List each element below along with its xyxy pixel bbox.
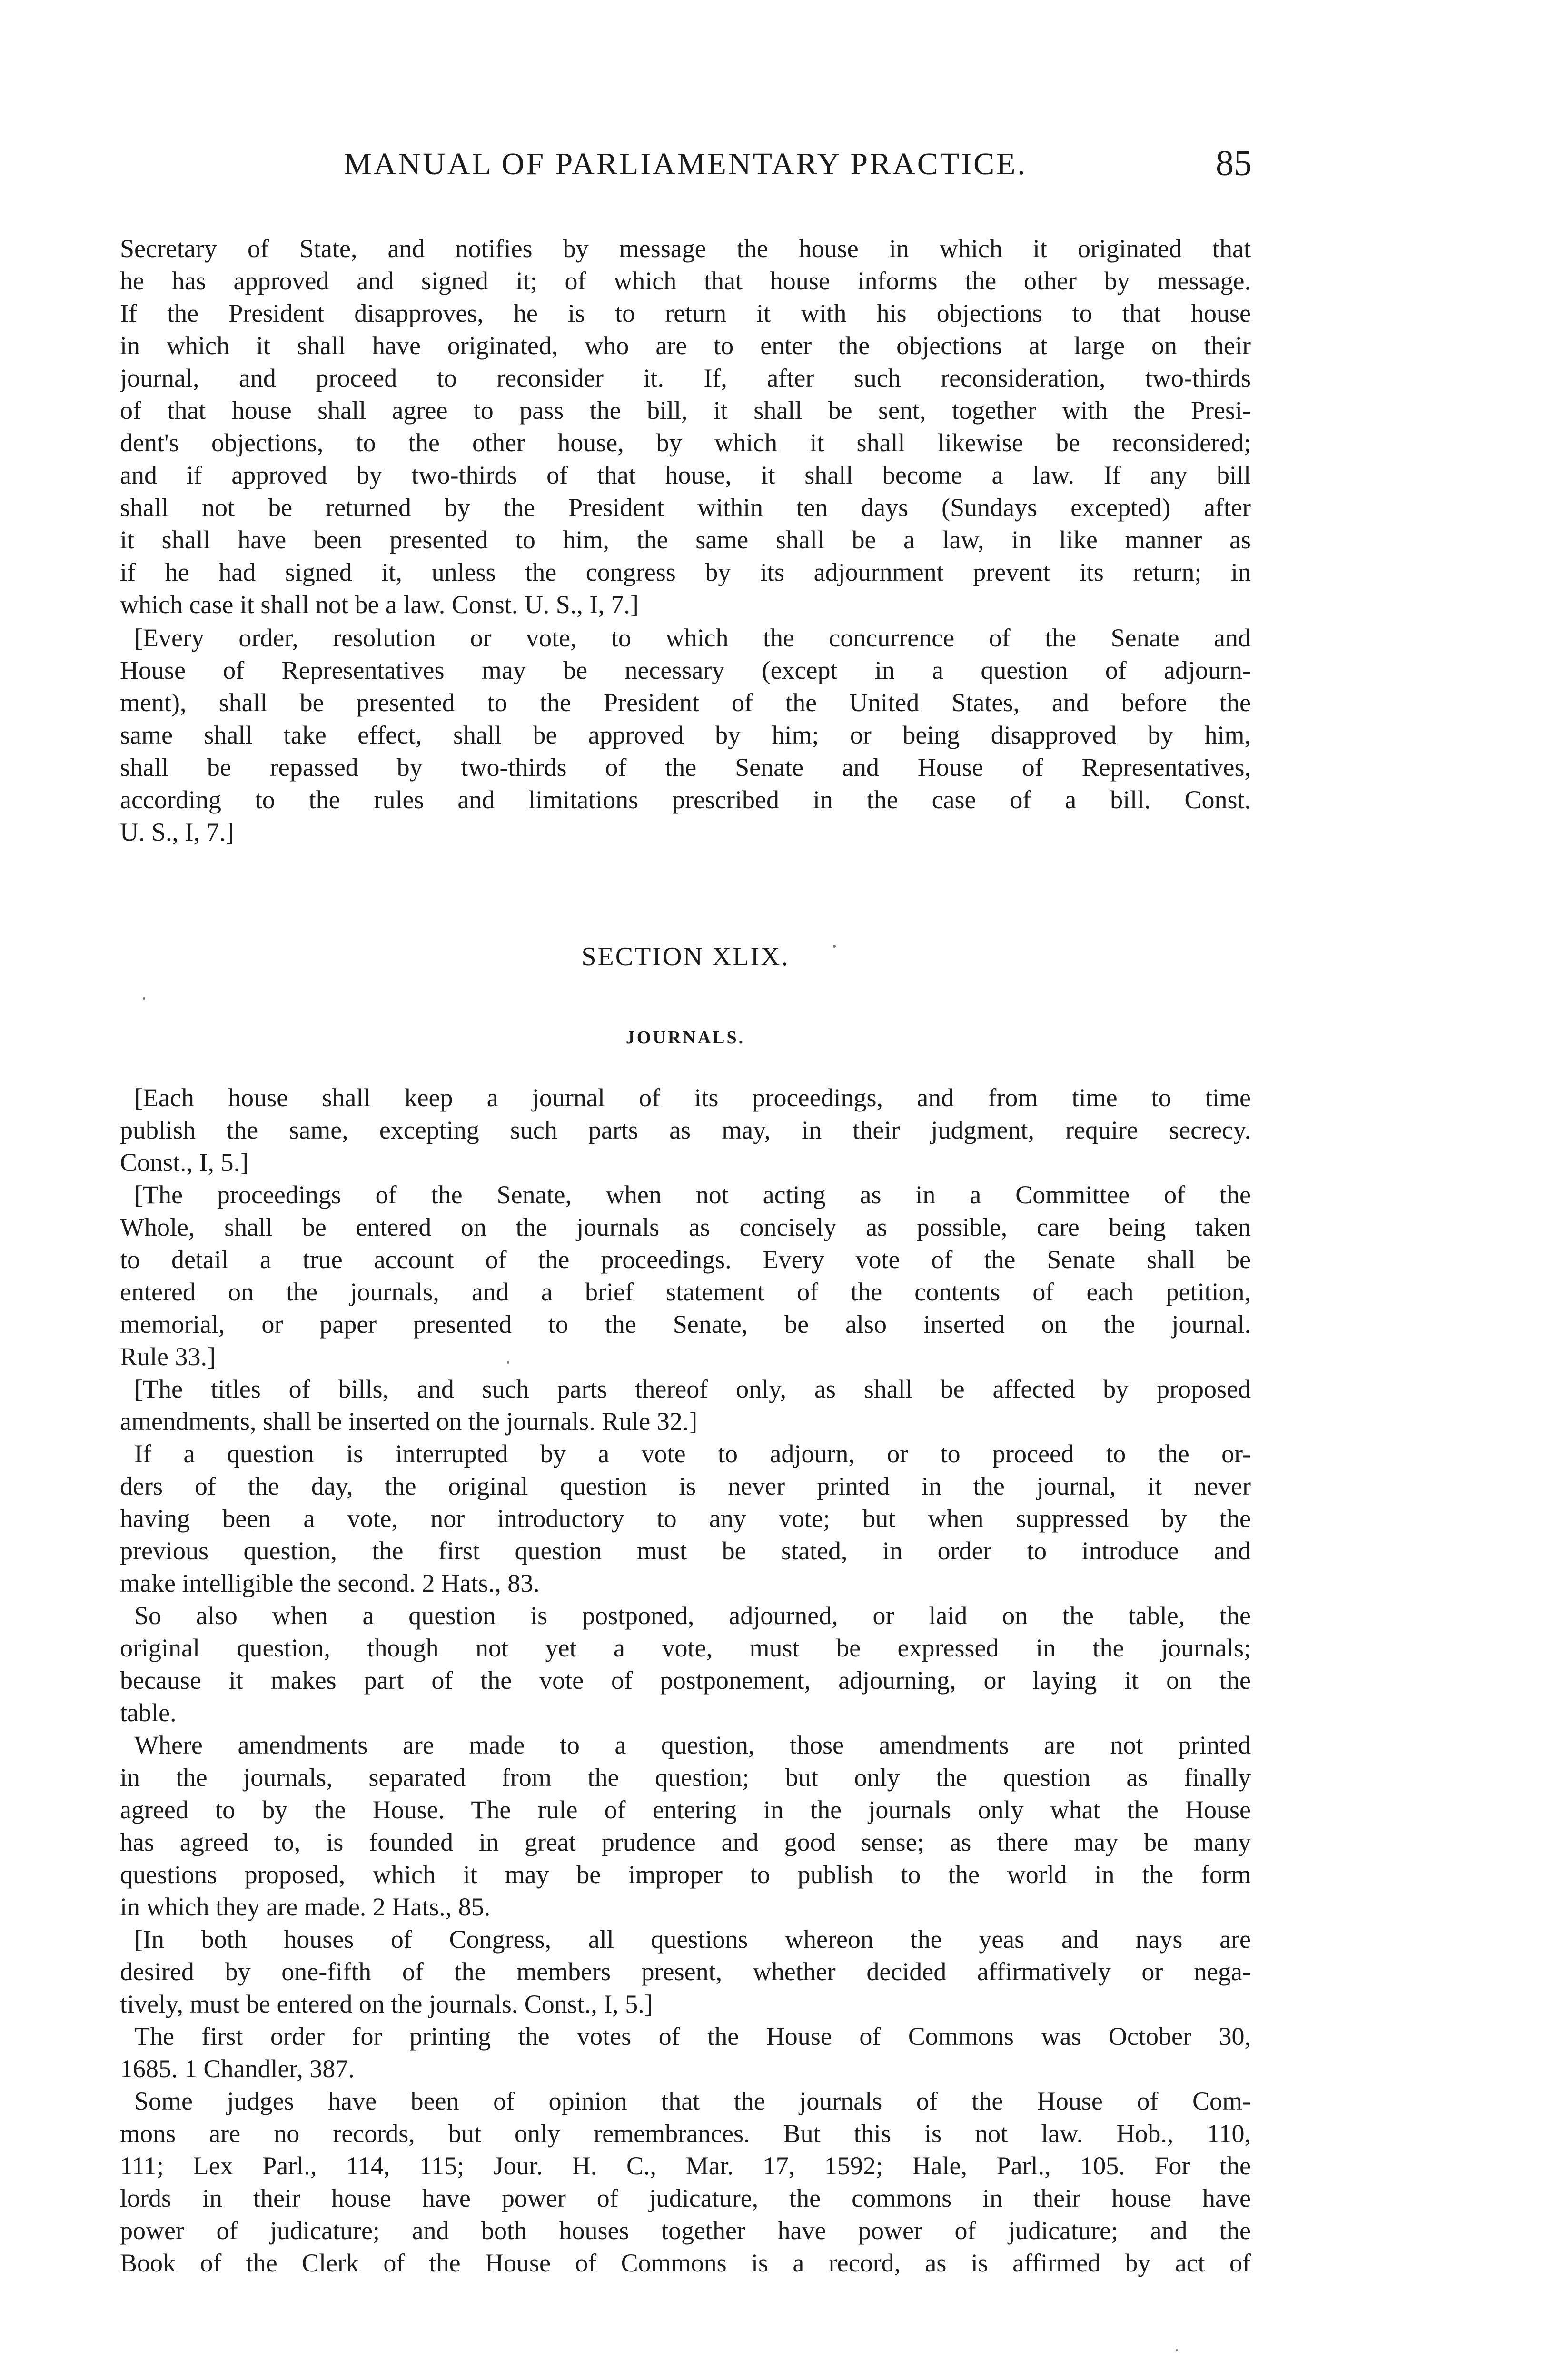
text-line: same shall take effect, shall be approved by him; or being disapproved by him, xyxy=(120,721,1251,749)
running-title: MANUAL OF PARLIAMENTARY PRACTICE. xyxy=(344,147,1027,181)
text-line: journal, and proceed to reconsider it. If, after such reconsideration, two-thirds xyxy=(120,364,1251,392)
print-speck xyxy=(1176,2349,1178,2351)
text-line: dent's objections, to the other house, by which it shall likewise be reconsidered; xyxy=(120,428,1251,457)
section-subheading: JOURNALS. xyxy=(625,1028,745,1048)
text-line: ment), shall be presented to the President of the United States, and before the xyxy=(120,688,1251,717)
text-line: Some judges have been of opinion that the journals of the House of Com- xyxy=(134,2087,1251,2115)
text-line: it shall have been presented to him, the same shall be a law, in like manner as xyxy=(120,526,1251,554)
text-line: in the journals, separated from the question; but only the question as finally xyxy=(120,1763,1251,1792)
text-line: mons are no records, but only remembrances. But this is not law. Hob., 110, xyxy=(120,2119,1251,2148)
print-speck xyxy=(833,945,836,948)
continued-paragraph xyxy=(120,232,1251,621)
text-line: 1685. 1 Chandler, 387. xyxy=(120,2054,355,2083)
text-line: entered on the journals, and a brief statement of the contents of each petition, xyxy=(120,1278,1251,1306)
text-line: If a question is interrupted by a vote to adjourn, or to proceed to the or- xyxy=(134,1439,1251,1468)
text-line: original question, though not yet a vote, must be expressed in the journals; xyxy=(120,1634,1251,1662)
text-line: House of Representatives may be necessary (except in a question of adjourn- xyxy=(120,656,1251,684)
text-line: Secretary of State, and notifies by message the house in which it originated that xyxy=(120,234,1251,263)
text-line: [In both houses of Congress, all questions whereon the yeas and nays are xyxy=(134,1925,1251,1954)
text-line: table. xyxy=(120,1698,177,1727)
text-line: [Each house shall keep a journal of its proceedings, and from time to time xyxy=(134,1083,1251,1112)
text-line: memorial, or paper presented to the Senate, be also inserted on the journal. xyxy=(120,1310,1251,1339)
text-line: and if approved by two-thirds of that house, it shall become a law. If any bill xyxy=(120,461,1251,489)
text-line: Whole, shall be entered on the journals as concisely as possible, care being taken xyxy=(120,1213,1251,1241)
journals-section-body xyxy=(120,1081,1251,2279)
text-line: tively, must be entered on the journals. Const., I, 5.] xyxy=(120,1990,653,2018)
text-line: So also when a question is postponed, adjourned, or laid on the table, the xyxy=(134,1601,1251,1630)
text-line: [The proceedings of the Senate, when not acting as in a Committee of the xyxy=(134,1180,1251,1209)
text-line: shall be repassed by two-thirds of the Senate and House of Representatives, xyxy=(120,753,1251,782)
text-line: agreed to by the House. The rule of entering in the journals only what the House xyxy=(120,1795,1251,1824)
print-speck xyxy=(507,1361,509,1364)
text-line: in which it shall have originated, who are to enter the objections at large on their xyxy=(120,331,1251,360)
text-line: which case it shall not be a law. Const. U. S., I, 7.] xyxy=(120,590,639,619)
text-line: [The titles of bills, and such parts thereof only, as shall be affected by proposed xyxy=(134,1375,1251,1403)
text-line: questions proposed, which it may be improper to publish to the world in the form xyxy=(120,1860,1251,1889)
text-line: previous question, the first question must be stated, in order to introduce and xyxy=(120,1537,1251,1565)
text-line: he has approved and signed it; of which that house informs the other by message. xyxy=(120,267,1251,295)
text-line: has agreed to, is founded in great prudence and good sense; as there may be many xyxy=(120,1828,1251,1856)
section-heading: SECTION XLIX. xyxy=(581,942,790,972)
text-line: desired by one-fifth of the members present, whether decided affirmatively or nega- xyxy=(120,1957,1251,1986)
text-line: make intelligible the second. 2 Hats., 83. xyxy=(120,1569,540,1597)
print-speck xyxy=(143,997,145,1000)
running-head xyxy=(119,138,1252,195)
text-line: publish the same, excepting such parts as may, in their judgment, require secrecy. xyxy=(120,1116,1251,1144)
text-line: Const., I, 5.] xyxy=(120,1148,248,1177)
text-line: Book of the Clerk of the House of Commons is a record, as is affirmed by act of xyxy=(120,2249,1251,2277)
text-line: If the President disapproves, he is to return it with his objections to that house xyxy=(120,299,1251,327)
text-line: to detail a true account of the proceedings. Every vote of the Senate shall be xyxy=(120,1245,1251,1274)
text-line: according to the rules and limitations prescribed in the case of a bill. Const. xyxy=(120,785,1251,814)
text-line: ders of the day, the original question is never printed in the journal, it never xyxy=(120,1472,1251,1500)
text-line: lords in their house have power of judicature, the commons in their house have xyxy=(120,2184,1251,2212)
order-resolution-paragraph xyxy=(120,622,1251,848)
text-line: The first order for printing the votes of the House of Commons was October 30, xyxy=(134,2022,1251,2051)
text-line: amendments, shall be inserted on the journals. Rule 32.] xyxy=(120,1407,698,1436)
text-line: [Every order, resolution or vote, to which the concurrence of the Senate and xyxy=(134,624,1251,652)
text-line: if he had signed it, unless the congress by its adjournment prevent its return; in xyxy=(120,558,1251,586)
text-line: power of judicature; and both houses together have power of judicature; and the xyxy=(120,2216,1251,2245)
text-line: shall not be returned by the President within ten days (Sundays excepted) after xyxy=(120,493,1251,522)
text-line: in which they are made. 2 Hats., 85. xyxy=(120,1893,491,1921)
text-line: Rule 33.] xyxy=(120,1342,216,1371)
page-number: 85 xyxy=(1216,143,1252,183)
text-line: having been a vote, nor introductory to any vote; but when suppressed by the xyxy=(120,1504,1251,1533)
text-line: U. S., I, 7.] xyxy=(120,818,234,846)
text-line: 111; Lex Parl., 114, 115; Jour. H. C., Mar. 17, 1592; Hale, Parl., 105. For the xyxy=(120,2152,1251,2180)
text-line: because it makes part of the vote of postponement, adjourning, or laying it on the xyxy=(120,1666,1251,1695)
text-line: of that house shall agree to pass the bill, it shall be sent, together with the Presi- xyxy=(120,396,1251,425)
text-line: Where amendments are made to a question, those amendments are not printed xyxy=(134,1731,1251,1759)
